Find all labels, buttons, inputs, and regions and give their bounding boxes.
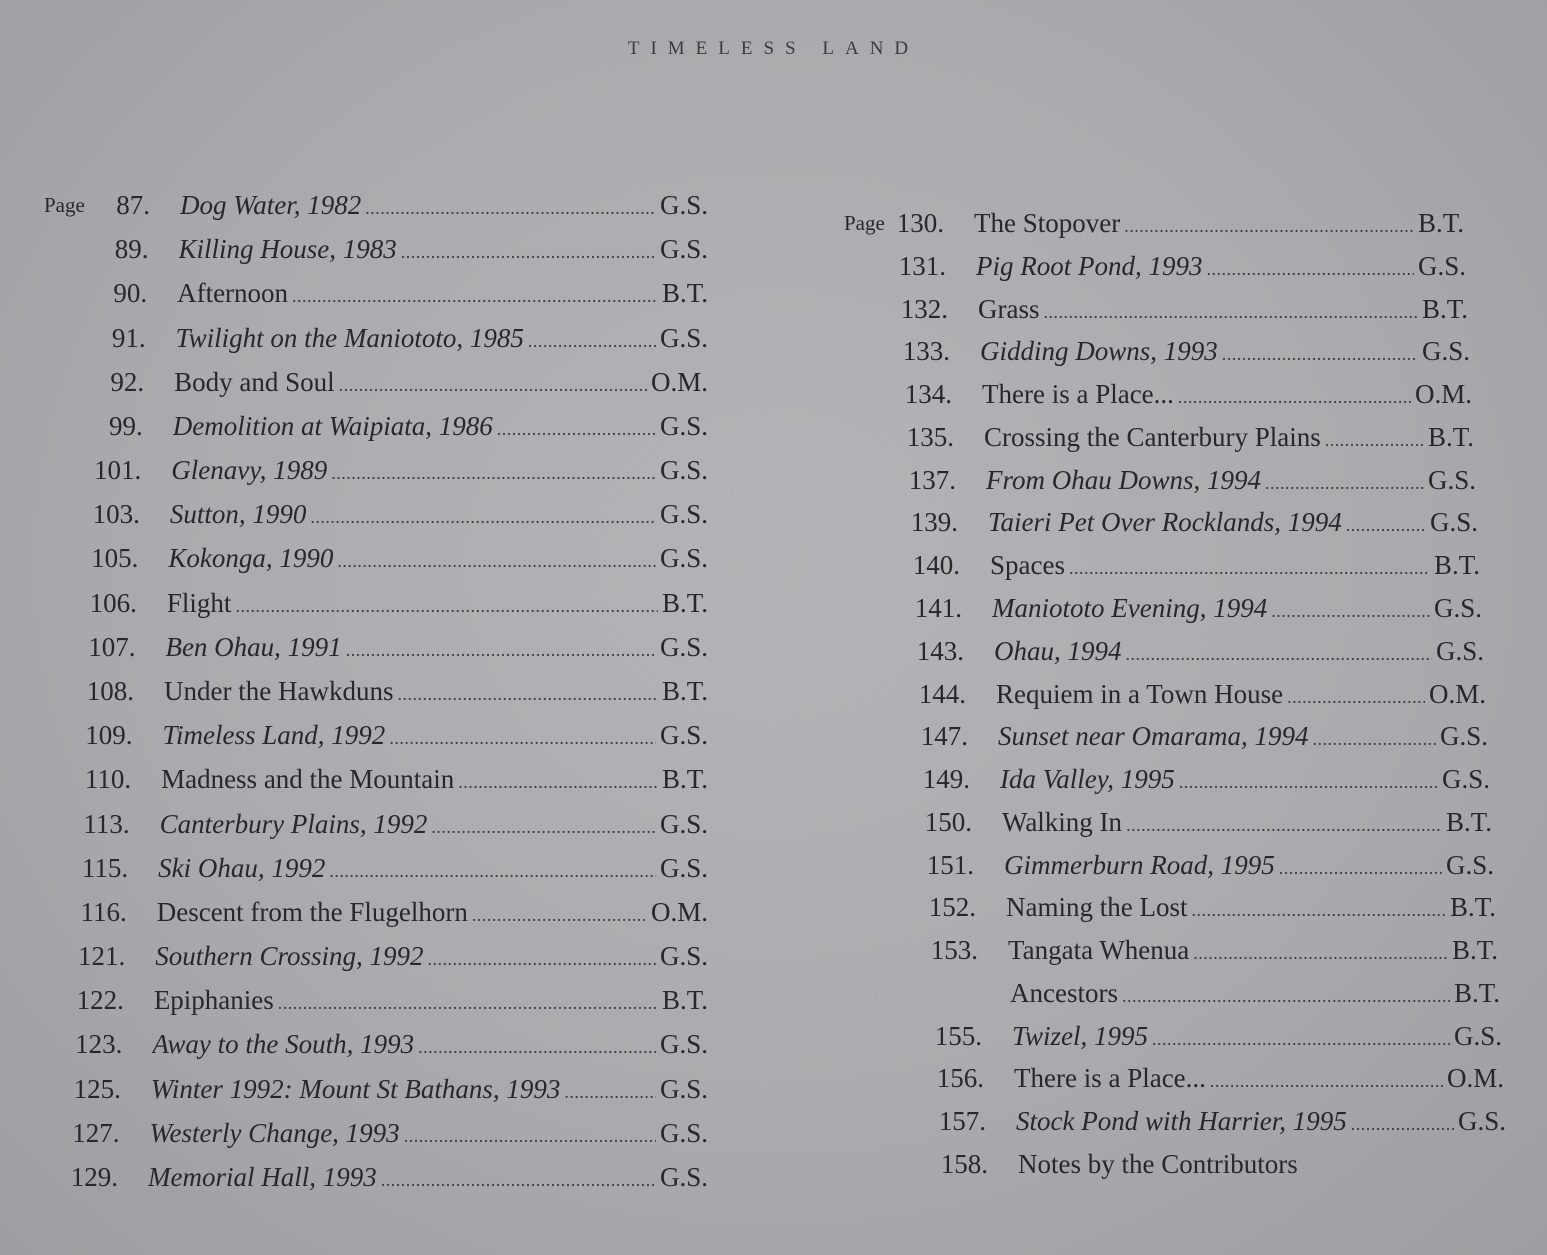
entry-credit: G.S. [659,1073,708,1104]
entry-title: Tangata Whenua [1008,935,1190,966]
entry-page-number: 115. [81,852,129,883]
entry-credit: G.S. [1435,635,1484,666]
entry-credit: G.S. [659,808,708,839]
toc-entry [842,677,1512,711]
toc-entry [842,377,1512,411]
entry-credit: G.S. [659,543,708,574]
entry-title: Walking In [1002,806,1123,837]
dot-leader [1279,851,1442,885]
entry-line [158,851,708,888]
dot-leader [1210,1064,1443,1098]
entry-credit: O.M. [1428,678,1486,709]
entry-page-number: 123. [75,1029,123,1060]
toc-entry [842,1104,1512,1138]
dot-leader [1222,337,1418,371]
entry-page-number: 106. [89,587,137,618]
dot-leader [329,854,656,888]
dot-leader [497,412,656,446]
entry-credit: G.S. [659,1029,708,1060]
dot-leader [1271,594,1430,628]
toc-entry [44,630,712,664]
entry-page-number: 156. [936,1063,984,1094]
entry-page-number: 144. [918,678,966,709]
entry-line [149,1116,708,1153]
dot-leader [1346,508,1426,542]
dot-leader [1206,252,1414,286]
entry-credit: G.S. [1441,764,1490,795]
dot-leader [278,986,658,1020]
entry-line [177,276,708,313]
toc-entry [842,933,1512,967]
entry-title: Glenavy, 1989 [171,455,328,486]
entry-title: Southern Crossing, 1992 [155,941,424,972]
entry-title: Stock Pond with Harrier, 1995 [1016,1106,1347,1137]
entry-title: Descent from the Flugelhorn [156,896,468,927]
entry-title: Memorial Hall, 1993 [148,1162,377,1192]
entry-page-number: 135. [906,421,954,452]
toc-entry [842,505,1512,539]
toc-entry [842,634,1512,668]
entry-credit: G.S. [1421,336,1470,367]
dot-leader [1178,380,1411,414]
entry-line [998,719,1488,756]
entry-line [179,232,708,269]
entry-line [982,377,1472,414]
dot-leader [1193,936,1448,970]
entry-page-number: 101. [94,455,142,486]
entry-title: Gimmerburn Road, 1995 [1004,849,1275,880]
entry-credit: G.S. [659,1162,708,1192]
entry-title: Naming the Lost [1006,892,1188,923]
entry-line [994,634,1484,671]
entry-page-number: 127. [72,1117,120,1148]
entry-title: Timeless Land, 1992 [162,720,386,751]
entry-title: Notes by the Contributors [1018,1149,1298,1179]
entry-title: Body and Soul [174,366,335,397]
dot-leader [1287,680,1425,714]
entry-line [160,807,708,844]
dot-leader [346,633,656,667]
entry-line [173,409,708,446]
toc-entry [44,674,712,708]
entry-credit: G.S. [659,720,708,751]
entry-credit: G.S. [659,455,708,486]
entry-title: Killing House, 1983 [178,234,397,265]
entry-page-number: 137. [908,464,956,495]
dot-leader [1313,722,1436,756]
entry-line [165,630,708,667]
entry-title: Crossing the Canterbury Plains [984,421,1321,452]
entry-title: Kokonga, 1990 [168,543,334,574]
toc-entry [44,1160,712,1194]
entry-credit: B.T. [1418,208,1464,238]
entry-line [167,586,708,623]
entry-credit: B.T. [1428,421,1474,452]
entry-credit: G.S. [659,234,708,265]
dot-leader [431,810,656,844]
entry-line [1018,1147,1508,1181]
entry-credit: G.S. [659,499,708,530]
entry-title: Sunset near Omarama, 1994 [998,721,1309,752]
dot-leader [292,279,658,313]
entry-line [1004,848,1494,885]
entry-page-number: 107. [88,631,136,662]
dot-leader [365,191,656,225]
toc-entry [44,409,712,443]
entry-page-number: 149. [922,764,970,795]
entry-page-number: 158. [940,1149,988,1179]
entry-line [1014,1061,1504,1098]
dot-leader [310,500,656,534]
entry-credit: B.T. [1422,293,1468,324]
toc-entry [44,541,712,575]
dot-leader [1191,893,1446,927]
entry-title: Gidding Downs, 1993 [980,336,1218,367]
entry-title: Ida Valley, 1995 [1000,764,1175,795]
toc-entry [44,188,712,222]
entry-page-number: 143. [916,635,964,666]
dot-leader [428,942,656,976]
entry-credit: G.S. [1453,1020,1502,1051]
entry-title: Dog Water, 1982 [180,190,362,220]
entry-line [161,762,708,799]
entry-credit: G.S. [1433,592,1482,623]
dot-leader [1044,295,1419,329]
entry-page-number: 140. [912,550,960,581]
toc-entry [842,1147,1512,1181]
toc-entry [44,895,712,929]
entry-page-number: 133. [902,336,950,367]
entry-credit: O.M. [1414,379,1472,410]
toc-entry [44,497,712,531]
entry-credit: B.T. [1434,550,1480,581]
entry-title: Twilight on the Maniototo, 1985 [175,322,524,353]
entry-title: Taieri Pet Over Rocklands, 1994 [988,507,1342,538]
entry-line [174,365,708,402]
entry-credit: B.T. [661,985,708,1016]
entry-page-number: 110. [84,764,132,795]
toc-entry [842,463,1512,497]
entry-credit: B.T. [661,764,708,795]
page-label: Page [844,211,885,235]
entry-title: Away to the South, 1993 [152,1029,415,1060]
dot-leader [1265,466,1424,500]
entry-page-number: 134. [904,379,952,410]
dot-leader [1325,423,1424,457]
entry-line [180,188,708,225]
entry-page-number: 150. [924,806,972,837]
dot-leader [1126,637,1432,671]
dot-leader [1122,979,1450,1013]
entry-credit: G.S. [659,410,708,441]
entry-line [170,497,708,534]
toc-entry [44,939,712,973]
toc-entry [842,420,1512,454]
entry-line [980,334,1470,371]
entry-page-number: 116. [80,896,127,927]
entry-page-number: 132. [900,293,948,324]
entry-line [978,292,1468,329]
entry-credit: G.S. [1429,507,1478,538]
entry-page-number: 109. [85,720,133,751]
entry-page-number: 92. [110,366,145,397]
entry-line [988,505,1478,542]
entry-title: Grass [978,293,1040,324]
dot-leader [1351,1107,1454,1141]
entry-title: Ohau, 1994 [994,635,1122,666]
entry-page-number: 141. [914,592,962,623]
entry-line [984,420,1474,457]
toc-entry [842,762,1512,796]
entry-line [990,548,1480,585]
running-head: TIMELESS LAND [627,38,920,59]
entry-credit: O.M. [650,896,708,927]
toc-entry [44,1116,712,1150]
entry-page-number: 105. [91,543,139,574]
entry-page-number: 103. [92,499,140,530]
toc-entry [842,591,1512,625]
toc-entry [44,232,712,266]
dot-leader [381,1163,656,1197]
dot-leader [337,544,656,578]
entry-line [986,463,1476,500]
entry-page-number: 89. [114,234,149,265]
entry-line [1006,890,1496,927]
entry-page-number: 90. [113,278,148,309]
toc-entry [44,762,712,796]
toc-entry [44,718,712,752]
dot-leader [397,677,658,711]
entry-line [1016,1104,1506,1141]
entry-page-number: 151. [926,849,974,880]
entry-line [152,1027,708,1064]
entry-title: Ancestors [1010,977,1118,1008]
entry-line [168,541,708,578]
toc-entry [842,548,1512,582]
entry-page-number: 153. [930,935,978,966]
entry-title: There is a Place... [1014,1063,1206,1094]
toc-entry [44,851,712,885]
toc-entry [842,292,1512,326]
dot-leader [339,368,647,402]
toc-entry [842,249,1512,283]
entry-credit: B.T. [1446,806,1492,837]
entry-title: Canterbury Plains, 1992 [159,808,428,839]
entry-credit: B.T. [1454,977,1500,1008]
dot-leader [1152,1022,1450,1056]
entry-credit: B.T. [662,676,708,706]
entry-credit: G.S. [659,190,708,220]
toc-entry [44,983,712,1017]
entry-credit: O.M. [650,366,708,397]
toc-entry [44,1072,712,1106]
entry-line [1002,805,1492,842]
entry-line [976,249,1466,286]
entry-line [164,674,708,711]
dot-leader [401,235,656,269]
entry-title: Spaces [990,550,1065,581]
dot-leader [458,765,658,799]
dot-leader [1069,551,1430,585]
entry-title: Afternoon [177,278,289,309]
entry-title: Madness and the Mountain [161,764,455,795]
entry-page-number: 130. [896,208,944,238]
entry-title: Westerly Change, 1993 [149,1117,400,1148]
dot-leader [1124,209,1414,243]
entry-page-number: 157. [938,1106,986,1137]
entry-line [163,718,708,755]
entry-line [996,677,1486,714]
dot-leader [418,1030,656,1064]
entry-line [974,206,1464,243]
dot-leader [1179,765,1438,799]
entry-credit: B.T. [661,278,708,309]
entry-page-number: 91. [111,322,146,353]
entry-line [154,983,708,1020]
entry-title: Sutton, 1990 [169,499,307,530]
entry-line [1012,1019,1502,1056]
entry-credit: G.S. [1439,721,1488,752]
entry-credit: G.S. [659,322,708,353]
entry-line [1008,933,1498,970]
entry-page-number: 125. [73,1073,121,1104]
entry-line [1000,762,1490,799]
toc-entry [44,586,712,620]
toc-entry [842,890,1512,924]
entry-title: Pig Root Pond, 1993 [976,250,1203,281]
toc-entry [842,1019,1512,1053]
dot-leader [1126,808,1442,842]
entry-page-number: 131. [898,250,946,281]
entry-title: From Ohau Downs, 1994 [986,464,1262,495]
toc-entry [842,848,1512,882]
entry-page-number: 87. [116,190,150,220]
entry-line [176,321,708,358]
entry-title: Flight [166,587,232,618]
entry-page-number: 129. [70,1162,118,1192]
entry-title: There is a Place... [982,379,1174,410]
entry-page-number: 113. [83,808,130,839]
entry-page-number: 121. [78,941,126,972]
dot-leader [564,1075,656,1109]
entry-title: Requiem in a Town House [996,678,1284,709]
entry-credit: G.S. [659,1117,708,1148]
toc-entry [44,365,712,399]
entry-page-number: 139. [910,507,958,538]
dot-leader [404,1119,656,1153]
toc-entry [842,805,1512,839]
entry-credit: G.S. [1417,250,1466,281]
entry-title: Ben Ohau, 1991 [165,631,342,662]
entry-title: Ski Ohau, 1992 [158,852,326,883]
dot-leader [235,589,658,623]
entry-credit: G.S. [1427,464,1476,495]
entry-credit: G.S. [1457,1106,1506,1137]
toc-entry [44,453,712,487]
toc-entry [842,976,1512,1010]
entry-line [155,939,708,976]
entry-credit: B.T. [661,587,708,618]
entry-title: Maniototo Evening, 1994 [992,592,1268,623]
entry-page-number: 155. [934,1020,982,1051]
entry-line [171,453,708,490]
entry-line [1010,976,1500,1013]
entry-line [151,1072,708,1109]
entry-credit: B.T. [1450,892,1496,923]
entry-credit: G.S. [659,631,708,662]
entry-page-number: 122. [76,985,124,1016]
entry-title: Under the Hawkduns [164,676,394,706]
entry-page-number: 108. [86,676,134,706]
dot-leader [389,721,656,755]
dot-leader [472,898,647,932]
toc-entry [44,807,712,841]
page-label: Page [44,193,85,217]
entry-page-number: 147. [920,721,968,752]
entry-line [148,1160,708,1197]
toc-entry [44,1027,712,1061]
entry-title: Epiphanies [153,985,274,1016]
entry-credit: G.S. [659,941,708,972]
entry-credit: O.M. [1446,1063,1504,1094]
toc-entry [842,334,1512,368]
entry-line [157,895,708,932]
entry-credit: G.S. [1445,849,1494,880]
entry-credit: B.T. [1452,935,1498,966]
entry-title: Twizel, 1995 [1012,1020,1149,1051]
entry-title: Winter 1992: Mount St Bathans, 1993 [150,1073,561,1104]
toc-entry [842,1061,1512,1095]
toc-entry [842,206,1512,240]
entry-title: Demolition at Waipiata, 1986 [172,410,493,441]
entry-page-number: 152. [928,892,976,923]
entry-page-number: 99. [108,410,143,441]
entry-title: The Stopover [974,208,1121,238]
dot-leader [331,456,656,490]
toc-entry [842,719,1512,753]
toc-entry [44,321,712,355]
entry-credit: G.S. [659,852,708,883]
dot-leader [528,324,656,358]
toc-entry [44,276,712,310]
entry-line [992,591,1482,628]
